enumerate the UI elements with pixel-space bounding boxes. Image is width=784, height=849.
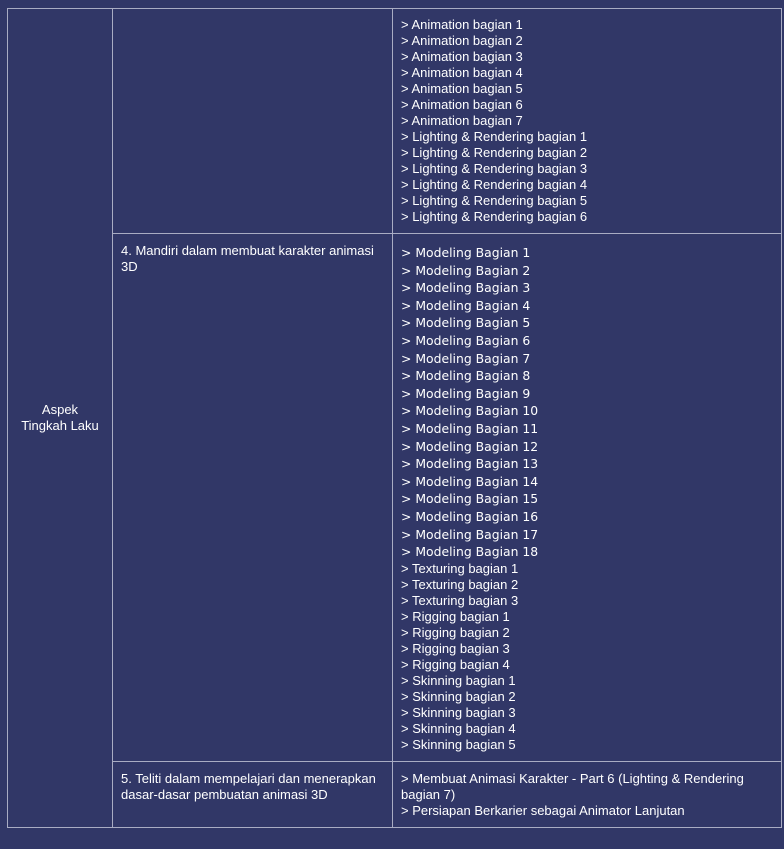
table-row: [8, 9, 782, 234]
list-item: > Modeling Bagian 8: [401, 368, 531, 384]
goal-text: 4. Mandiri dalam membuat karakter animasi 3D: [121, 243, 374, 274]
goal-cell: [113, 9, 393, 234]
list-item: > Skinning bagian 1: [401, 672, 516, 688]
list-item: > Skinning bagian 5: [401, 736, 516, 752]
list-item: > Skinning bagian 4: [401, 720, 516, 736]
list-item: > Modeling Bagian 5: [401, 315, 531, 331]
list-item: > Skinning bagian 3: [401, 704, 516, 720]
list-item: > Modeling Bagian 4: [401, 297, 531, 313]
aspect-label-line-2: Tingkah Laku: [21, 417, 99, 433]
list-item: > Lighting & Rendering bagian 3: [401, 161, 588, 176]
list-item: > Modeling Bagian 12: [401, 438, 539, 454]
list-item: > Modeling Bagian 15: [401, 491, 539, 507]
list-item: > Modeling Bagian 1: [401, 245, 531, 260]
list-item: > Animation bagian 2: [401, 33, 523, 48]
list-item: > Membuat Animasi Karakter - Part 6 (Lighting & Rendering bagian 7): [401, 770, 744, 802]
material-list: [401, 244, 773, 753]
list-item: > Modeling Bagian 7: [401, 350, 531, 366]
list-item: > Modeling Bagian 17: [401, 526, 539, 542]
material-cell: [393, 9, 782, 234]
list-item: > Rigging bagian 4: [401, 656, 510, 672]
list-item: > Animation bagian 6: [401, 97, 523, 112]
list-item: > Modeling Bagian 16: [401, 508, 539, 524]
list-item: > Skinning bagian 2: [401, 688, 516, 704]
list-item: > Animation bagian 5: [401, 81, 523, 96]
material-list: [401, 17, 773, 225]
list-item: > Rigging bagian 1: [401, 608, 510, 624]
aspect-cell: [8, 9, 113, 828]
goal-cell: [113, 234, 393, 762]
list-item: > Texturing bagian 3: [401, 592, 519, 608]
list-item: > Modeling Bagian 10: [401, 403, 539, 419]
list-item: > Texturing bagian 1: [401, 560, 519, 576]
material-list: [401, 771, 773, 819]
list-item: > Modeling Bagian 2: [401, 262, 531, 278]
material-cell: [393, 761, 782, 827]
list-item: > Rigging bagian 2: [401, 624, 510, 640]
list-item: > Rigging bagian 3: [401, 640, 510, 656]
list-item: > Lighting & Rendering bagian 6: [401, 209, 588, 224]
curriculum-table: [7, 8, 782, 828]
list-item: > Animation bagian 3: [401, 49, 523, 64]
list-item: > Texturing bagian 2: [401, 576, 519, 592]
material-cell: [393, 234, 782, 762]
list-item: > Modeling Bagian 13: [401, 456, 539, 472]
list-item: > Modeling Bagian 14: [401, 473, 539, 489]
table-row: [8, 761, 782, 827]
list-item: > Modeling Bagian 6: [401, 332, 531, 348]
list-item: > Persiapan Berkarier sebagai Animator Lanjutan: [401, 802, 685, 818]
list-item: > Lighting & Rendering bagian 4: [401, 177, 588, 192]
goal-cell: [113, 761, 393, 827]
goal-text: 5. Teliti dalam mempelajari dan menerapkan dasar-dasar pembuatan animasi 3D: [121, 770, 376, 802]
list-item: > Animation bagian 7: [401, 113, 523, 128]
aspect-label-line-1: Aspek: [41, 401, 79, 417]
list-item: > Lighting & Rendering bagian 5: [401, 193, 588, 208]
list-item: > Animation bagian 4: [401, 65, 523, 80]
list-item: > Lighting & Rendering bagian 1: [401, 129, 588, 144]
list-item: > Modeling Bagian 11: [401, 420, 539, 436]
list-item: > Modeling Bagian 18: [401, 544, 539, 560]
list-item: > Lighting & Rendering bagian 2: [401, 145, 588, 160]
list-item: > Animation bagian 1: [401, 17, 523, 32]
list-item: > Modeling Bagian 3: [401, 280, 531, 296]
list-item: > Modeling Bagian 9: [401, 385, 531, 401]
table-row: [8, 234, 782, 762]
